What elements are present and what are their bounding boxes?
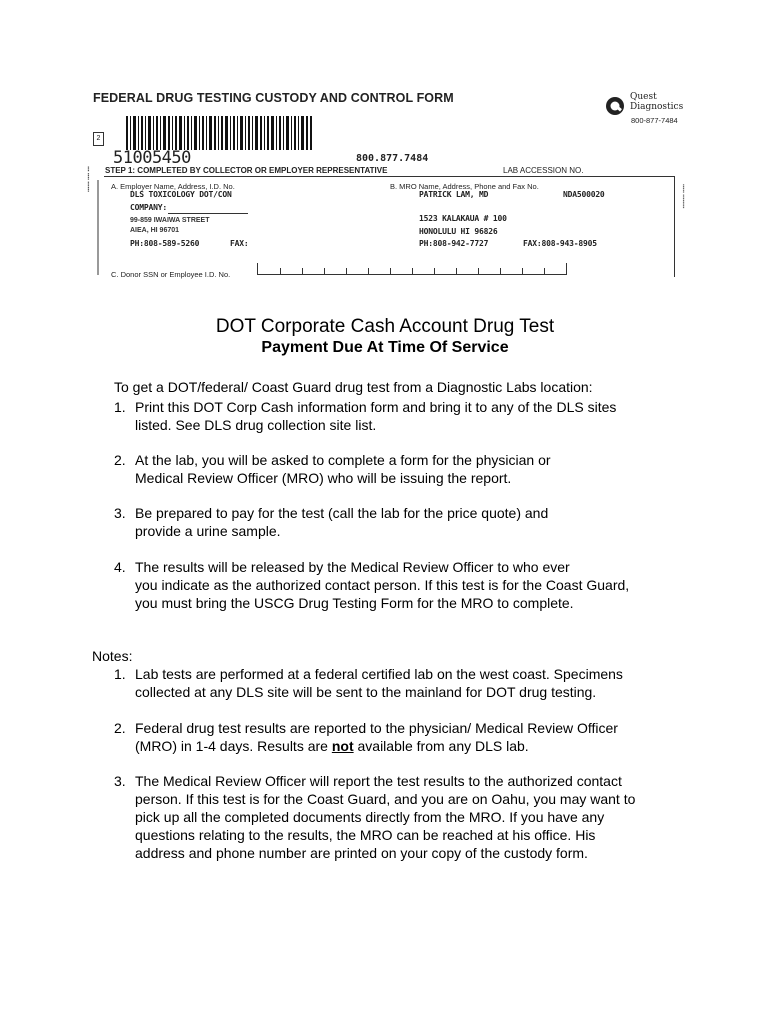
intro-text: To get a DOT/federal/ Coast Guard drug test from a Diagnostic Labs location:: [114, 379, 593, 395]
step-line: At the lab, you will be asked to complete a form for the physician or: [135, 452, 551, 468]
note-number: 1.: [114, 666, 126, 682]
ssn-tick: [434, 268, 435, 274]
donor-ssn-label: C. Donor SSN or Employee I.D. No.: [111, 270, 231, 279]
quest-name-line1: Quest: [630, 92, 657, 102]
form-side-margin-text-right: ▪▪▪▪▪ ▪▪▪▪▪▪▪▪: [680, 184, 686, 209]
step-line: Print this DOT Corp Cash information form and bring it to any of the DLS sites: [135, 399, 617, 415]
form-side-margin-text: ▪▪▪▪▪▪ ▪▪▪▪ ▪▪▪: [86, 166, 92, 192]
quest-phone: 800-877-7484: [631, 116, 678, 125]
mro-id: NDA500020: [563, 190, 605, 199]
ssn-tick: [390, 268, 391, 274]
employer-street: 99-859 IWAIWA STREET: [130, 217, 210, 224]
step-number: 2.: [114, 452, 126, 468]
note-line: Federal drug test results are reported to the physician/ Medical Review Officer: [135, 720, 618, 736]
quest-logo-text: [630, 92, 683, 112]
step-number: 3.: [114, 505, 126, 521]
step-line: The results will be released by the Medical Review Officer to who ever: [135, 559, 570, 575]
form-phone: 800.877.7484: [356, 153, 429, 164]
note-number: 3.: [114, 773, 126, 789]
step-line: Be prepared to pay for the test (call the lab for the price quote) and: [135, 505, 549, 521]
ssn-tick: [522, 268, 523, 274]
note-line: Lab tests are performed at a federal certified lab on the west coast. Specimens: [135, 666, 623, 682]
quest-logo-icon: [605, 96, 625, 116]
step-line: listed. See DLS drug collection site list.: [135, 417, 377, 433]
ssn-tick: [346, 268, 347, 274]
donor-ssn-field: [257, 274, 567, 275]
form-title: FEDERAL DRUG TESTING CUSTODY AND CONTROL FORM: [93, 91, 454, 105]
mro-phone: PH:808-942-7727: [419, 239, 489, 248]
note-line-emphasis: [135, 737, 618, 755]
step-line: Medical Review Officer (MRO) who will be issuing the report.: [135, 470, 512, 486]
note-line: address and phone number are printed on your copy of the custody form.: [135, 845, 588, 861]
specimen-id: 51005450: [113, 148, 191, 168]
note-line: pick up all the completed documents directly from the MRO. If you have any: [135, 809, 605, 825]
step1-heading: STEP 1: COMPLETED BY COLLECTOR OR EMPLOYER REPRESENTATIVE: [105, 166, 388, 175]
mro-label: B. MRO Name, Address, Phone and Fax No.: [390, 182, 539, 191]
mro-street: 1523 KALAKAUA # 100: [419, 214, 507, 223]
note-text: available from any DLS lab.: [353, 738, 529, 754]
ssn-tick: [544, 268, 545, 274]
not-emphasis: not: [331, 738, 354, 754]
ssn-tick: [478, 268, 479, 274]
barcode-icon: [126, 116, 312, 150]
ssn-tick: [280, 268, 281, 274]
step-number: 4.: [114, 559, 126, 575]
lab-accession-label: LAB ACCESSION NO.: [503, 166, 584, 175]
ssn-tick: [324, 268, 325, 274]
note-line: questions relating to the results, the MRO can be reached at his office. His: [135, 827, 596, 843]
document-subtitle: Payment Due At Time Of Service: [261, 339, 509, 356]
document-title: DOT Corporate Cash Account Drug Test: [215, 316, 555, 337]
note-line: The Medical Review Officer will report the test results to the authorized contact: [135, 773, 622, 789]
employer-city: AIEA, HI 96701: [130, 227, 180, 234]
note-line: person. If this test is for the Coast Guard, and you are on Oahu, you may want to: [135, 791, 636, 807]
step-line: you must bring the USCG Drug Testing Form for the MRO to complete.: [135, 595, 574, 611]
ssn-field-end: [566, 263, 567, 274]
employer-label: A. Employer Name, Address, I.D. No.: [111, 182, 235, 191]
employer-name: DLS TOXICOLOGY DOT/CON: [130, 190, 232, 199]
step-line: you indicate as the authorized contact person. If this test is for the Coast Guard,: [135, 577, 630, 593]
notes-heading: Notes:: [92, 648, 133, 664]
company-underline: [168, 213, 248, 214]
employer-fax: FAX:: [230, 239, 249, 248]
ssn-field-start: [257, 263, 258, 274]
note-number: 2.: [114, 720, 126, 736]
step-number: 1.: [114, 399, 126, 415]
ssn-tick: [368, 268, 369, 274]
quest-name-line2: Diagnostics: [630, 102, 684, 112]
ssn-tick: [456, 268, 457, 274]
note-text: (MRO) in 1-4 days. Results are: [135, 738, 332, 754]
ssn-tick: [412, 268, 413, 274]
note-line: collected at any DLS site will be sent to the mainland for DOT drug testing.: [135, 684, 597, 700]
ssn-tick: [302, 268, 303, 274]
ssn-tick: [500, 268, 501, 274]
mro-fax: FAX:808-943-8905: [523, 239, 597, 248]
employer-phone: PH:808-589-5260: [130, 239, 200, 248]
employer-company: COMPANY:: [130, 203, 167, 212]
mro-city: HONOLULU HI 96826: [419, 227, 498, 236]
copy-number-box: 2: [93, 132, 104, 146]
form-left-edge: [97, 180, 99, 275]
step-line: provide a urine sample.: [135, 523, 281, 539]
mro-name: PATRICK LAM, MD: [419, 190, 489, 199]
custody-form-scan: [0, 0, 770, 290]
